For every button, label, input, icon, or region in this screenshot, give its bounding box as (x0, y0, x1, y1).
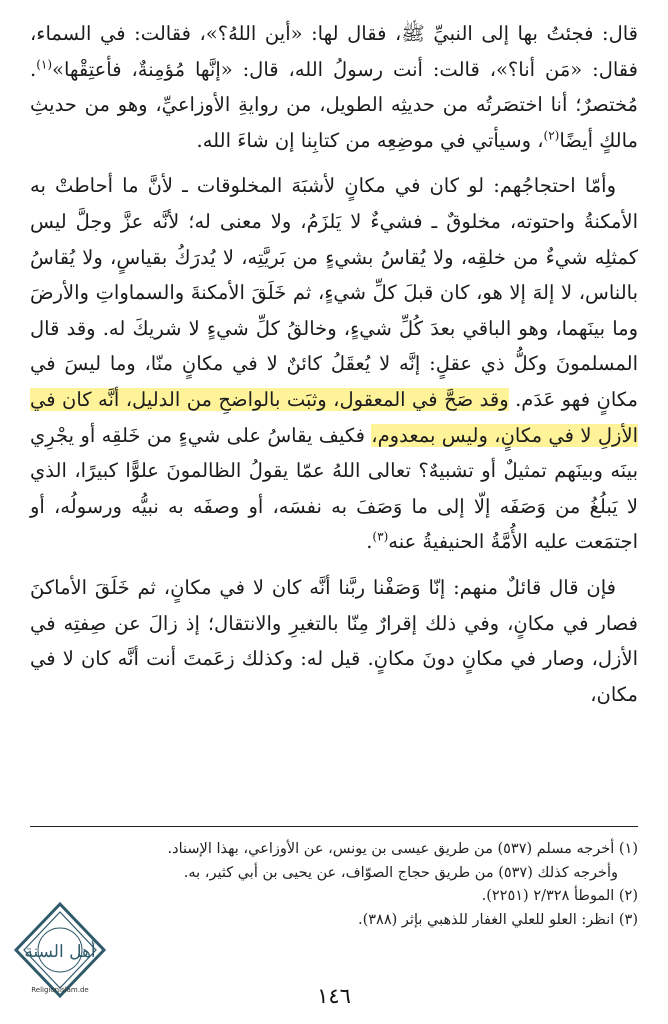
footnote-3: (٣) انظر: العلو للعلي الغفار للذهبي بإثر (٣٨٨). (357, 911, 638, 928)
text-segment: . (366, 530, 373, 554)
text-segment: ، وسيأتي في موضِعِه من كتابِنا إن شاءَ الله. (196, 128, 544, 152)
paragraph-1 (30, 16, 638, 158)
paragraph-3 (30, 570, 638, 712)
footnote-1: (١) أخرجه مسلم (٥٣٧) من طريق عيسى بن يونس، عن الأوزاعي، بهذا الإسناد. (167, 841, 638, 857)
footnotes (30, 838, 638, 932)
text-segment: فإن قال قائلٌ منهم: إنّا وَصَفْنا ربَّنا أنَّه كان لا في مكانٍ، ثم خَلَقَ الأماكنَ فصار في مكانٍ، وفي ذلك إقرارٌ مِنّا بالتغيرِ والانتقال؛ إذ زالَ عن صِفتِه في الأزل، وصار في مكانٍ دونَ مكانٍ. قيل له: وكذلك زعَمتَ أنت أنَّه كان لا في مكان، (30, 575, 638, 706)
logo-text: أهل السنة (24, 942, 96, 962)
text-segment: . مُختصرٌ؛ أنا اختصَرتُه من حديثِه الطويل، من روايةِ الأوزاعيِّ، وهو من حديثِ مالكٍ أيضًا (30, 57, 638, 152)
footnote-1-continuation: وأخرجه كذلك (٥٣٧) من طريق حجاج الصوّاف، عن يحيى بن أبي كثير، به. (183, 864, 618, 881)
footnote-divider (30, 826, 638, 827)
footnote-ref-2[interactable]: (٢) (543, 128, 560, 143)
highlighted-passage: وقد صَحَّ في المعقول، وثبَت بالواضحِ من الدليل، أنَّه كان في الأزلِ لا في مكانٍ، وليس بمعدوم، (30, 387, 638, 447)
paragraph-2 (30, 168, 638, 560)
logo-caption[interactable]: Religionislam.de (31, 986, 89, 994)
footnote-2: (٢) الموطأ ٢/٣٢٨ (٢٢٥١). (481, 888, 638, 904)
footnote-ref-3[interactable]: (٣) (372, 529, 389, 544)
page-number: ١٤٦ (317, 984, 351, 1008)
text-segment: فكيف يقاسُ على شيءٍ من خَلقِه أو يجْرِي بينَه وبينَهم تمثيلٌ أو تشبيهٌ؟ تعالى اللهُ عمّا يقولُ الظالمونَ علوًّا كبيرًا، الذي لا يَبلُغُ من وَصَفَه إلّا إلى ما وَصَفَ به نفسَه، أو وصفَه به نبيُّه ورسولُه، أو اجتمَعت عليه الأُمَّةُ الحنيفيةُ عنه (30, 423, 638, 554)
main-text (30, 16, 638, 712)
footnote-ref-1[interactable]: (١) (36, 57, 53, 72)
text-segment: وأمّا احتجاجُهم: لو كان في مكانٍ لأشبَهَ المخلوقات ـ لأنَّ ما أحاطتْ به الأمكنةُ واحتوته، مخلوقٌ ـ فشيءٌ لا يَلزَمُ، ولا معنى له؛ لأنَّه عزَّ وجلَّ ليس كمثلِه شيءٌ من خلقِه، ولا يُقاسُ بشيءٍ من بَريَّتِه، لا يُدرَكُ بقياسٍ، ولا يُقاسُ بالناس، لا إلهَ إلا هو، كان قبلَ كلِّ شيءٍ، ثم خَلَقَ الأمكنةَ والسماواتِ والأرضَ وما بينَهما، وهو الباقي بعدَ كُلِّ شيءٍ، وخالقُ كلِّ شيءٍ لا شريكَ له. وقد قال المسلمونَ وكلُّ ذي عقلٍ: إنَّه لا يُعقَلُ كائنٌ لا في مكانٍ منّا، وما ليسَ في مكانٍ فهو عَدَم. (30, 174, 638, 411)
text-segment: قال: فجئتُ بها إلى النبيِّ ﷺ، فقال لها: «أين اللهُ؟»، فقالت: في السماء، فقال: «مَن أنا؟»، قالت: أنت رسولُ الله، قال: «إنَّها مُؤمِنةٌ، فأعتِقْها» (30, 22, 638, 81)
